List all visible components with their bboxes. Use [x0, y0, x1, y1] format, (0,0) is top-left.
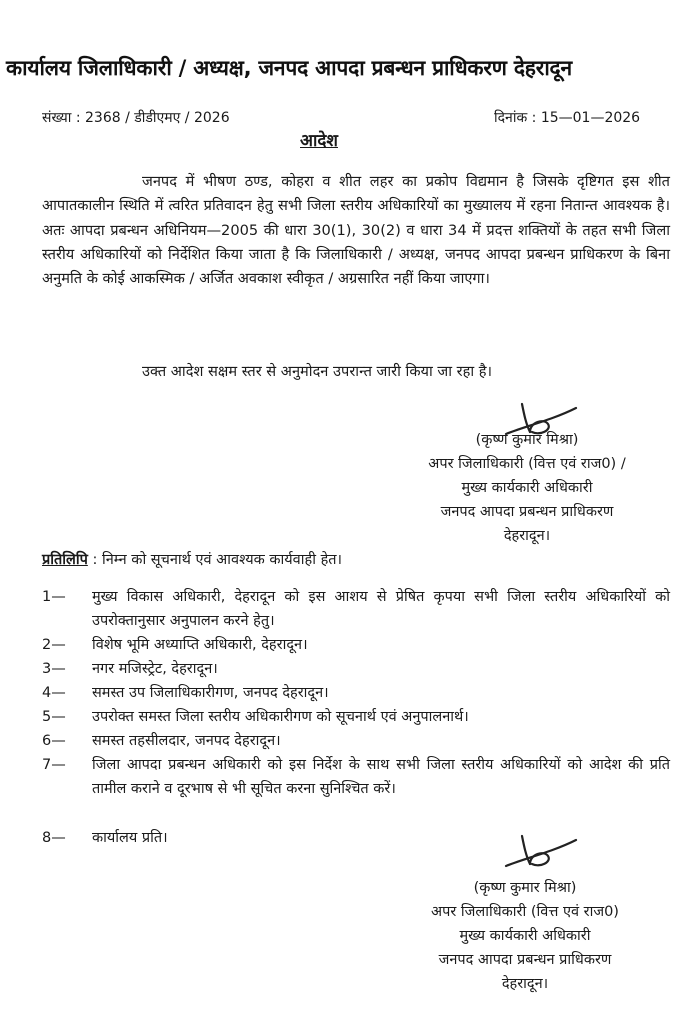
copy-to-item-number: 6— — [42, 733, 66, 749]
order-paragraph-2: उक्त आदेश सक्षम स्तर से अनुमोदन उपरान्त जारी किया जा रहा है। — [142, 363, 493, 380]
copy-to-item — [42, 633, 670, 657]
order-paragraph-1: जनपद में भीषण ठण्ड, कोहरा व शीत लहर का प्रकोप विद्यमान है जिसके दृष्टिगत इस शीत आपातकालीन स्थिति में त्वरित प्रतिवादन हेतु सभी जिला स्तरीय अधिकारियों का मुख्यालय में रहना नितान्त आवश्यक है। अतः आपदा प्रबन्धन अधिनियम—2005 की धारा 30(1), 30(2) व धारा 34 में प्रदत्त शक्तियों के तहत सभी जिला स्तरीय अधिकारियों को निर्देशित किया जाता है कि जिलाधिकारी / अध्यक्ष, जनपद आपदा प्रबन्धन प्राधिकरण के बिना अनुमति के कोई आकस्मिक / अर्जित अवकाश स्वीकृत / अग्रसारित नहीं किया जाएगा। — [42, 173, 670, 288]
order-date: दिनांक : 15—01—2026 — [494, 110, 641, 126]
signatory-authority: जनपद आपदा प्रबन्धन प्राधिकरण — [440, 504, 614, 520]
copy-to-label: प्रतिलिपि — [42, 552, 88, 568]
copy-to-item-number: 3— — [42, 661, 66, 677]
signature-block-2 — [390, 876, 660, 996]
copy-to-item — [42, 657, 670, 681]
copy-to-intro: : निम्न को सूचनार्थ एवं आवश्यक कार्यवाही हेत। — [92, 552, 343, 568]
copy-to-item-number: 8— — [42, 830, 66, 846]
signatory-role: मुख्य कार्यकारी अधिकारी — [461, 480, 593, 496]
copy-to-item — [42, 729, 670, 753]
copy-to-item-text: समस्त उप जिलाधिकारीगण, जनपद देहरादून। — [92, 685, 329, 701]
office-header-title: कार्यालय जिलाधिकारी / अध्यक्ष, जनपद आपदा प्रबन्धन प्राधिकरण देहरादून — [6, 56, 572, 80]
signatory-place: देहरादून। — [501, 976, 549, 992]
copy-to-item — [42, 681, 670, 705]
signature-block-1 — [382, 428, 672, 548]
copy-to-item — [42, 585, 670, 634]
signatory-role: मुख्य कार्यकारी अधिकारी — [459, 928, 591, 944]
copy-to-item-text: मुख्य विकास अधिकारी, देहरादून को इस आशय से प्रेषित कृपया सभी जिला स्तरीय अधिकारियों को उपरोक्तानुसार अनुपालन करने हेतु। — [92, 589, 670, 630]
copy-to-item — [42, 705, 670, 729]
copy-to-item-text: विशेष भूमि अध्याप्ति अधिकारी, देहरादून। — [92, 637, 308, 653]
copy-to-item-number: 5— — [42, 709, 66, 725]
copy-to-item-number: 4— — [42, 685, 66, 701]
copy-to-item-text: उपरोक्त समस्त जिला स्तरीय अधिकारीगण को सूचनार्थ एवं अनुपालनार्थ। — [92, 709, 469, 725]
reference-number: संख्या : 2368 / डीडीएमए / 2026 — [42, 110, 230, 126]
signatory-place: देहरादून। — [503, 528, 551, 544]
signature-mark-2 — [500, 830, 580, 878]
copy-to-item-number: 1— — [42, 589, 66, 605]
signatory-name: (कृष्ण कुमार मिश्रा) — [473, 880, 577, 896]
signatory-designation: अपर जिलाधिकारी (वित्त एवं राज0) — [431, 904, 619, 920]
copy-to-item-number: 2— — [42, 637, 66, 653]
copy-to-item-text: कार्यालय प्रति। — [92, 830, 168, 846]
signatory-designation: अपर जिलाधिकारी (वित्त एवं राज0) / — [428, 456, 626, 472]
copy-to-item-text: जिला आपदा प्रबन्धन अधिकारी को इस निर्देश के साथ सभी जिला स्तरीय अधिकारियों को आदेश की प्रति तामील कराने व दूरभाष से भी सूचित करना सुनिश्चित करें। — [92, 757, 670, 798]
copy-to-item — [42, 753, 670, 802]
signatory-authority: जनपद आपदा प्रबन्धन प्राधिकरण — [438, 952, 612, 968]
order-heading: आदेश — [300, 131, 338, 151]
signatory-name: (कृष्ण कुमार मिश्रा) — [475, 432, 579, 448]
copy-to-item-number: 7— — [42, 757, 66, 773]
copy-to-heading — [42, 549, 342, 569]
copy-to-item-text: नगर मजिस्ट्रेट, देहरादून। — [92, 661, 218, 677]
copy-to-item-text: समस्त तहसीलदार, जनपद देहरादून। — [92, 733, 281, 749]
